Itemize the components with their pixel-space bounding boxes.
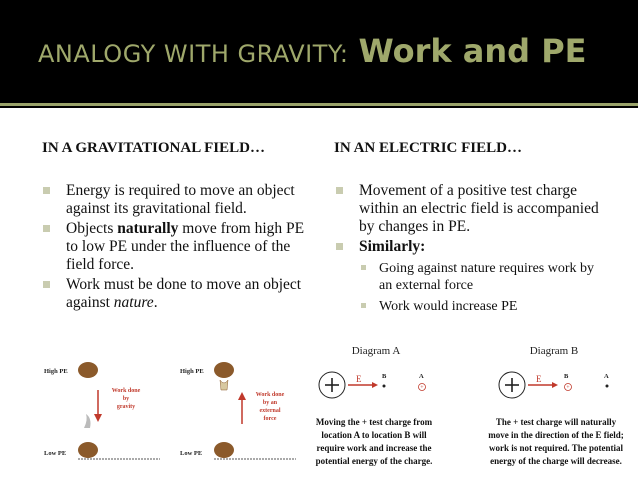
grav-left-bottom-ball: [78, 442, 98, 458]
diagram-b-field-label: E: [536, 374, 542, 384]
diagram-a-point-b: B: [382, 373, 387, 380]
grav-right-top-ball: [214, 362, 234, 378]
left-bullet-1-text: Energy is required to move an object against its gravitational field.: [66, 182, 295, 217]
grav-left-arrow-head: [94, 414, 102, 422]
diagram-a-title: Diagram A: [351, 345, 401, 357]
diagram-a-caption-2: location A to location B will: [321, 430, 427, 440]
grav-left-high-label: High PE: [44, 368, 68, 375]
right-bullet-2: [333, 238, 608, 315]
left-heading: IN A GRAVITATIONAL FIELD…: [42, 140, 265, 156]
right-bullet-list: [333, 182, 608, 319]
left-bullet-2-text-b: move from high PE to low PE under the influence of the field force.: [66, 220, 305, 273]
diagram-a-dot-b: [383, 385, 386, 388]
diagram-a-caption-4: potential energy of the charge.: [315, 456, 433, 466]
right-sub-2: Work would increase PE: [359, 298, 608, 315]
title-bar: [0, 0, 638, 108]
diagram-a-field-arrowhead: [372, 382, 378, 388]
gravity-illustration: [40, 358, 318, 473]
diagram-b-caption-3: work is not required. The potential: [488, 443, 624, 453]
diagram-b-caption-4: energy of the charge will decrease.: [490, 456, 622, 466]
right-sub-1: Going against nature requires work by an external force: [359, 260, 608, 294]
right-bullet-1: [333, 182, 608, 236]
grav-left-label-3: gravity: [116, 404, 136, 410]
diagram-a-test-plus-icon: +: [420, 385, 424, 391]
diagram-b-caption-1: The + test charge will naturally: [495, 417, 617, 427]
diagram-a-caption-1: Moving the + test charge from: [315, 417, 433, 427]
grav-left-low-label: Low PE: [44, 450, 67, 457]
grav-right-bottom-ball: [214, 442, 234, 458]
diagram-b-field-arrowhead: [552, 382, 558, 388]
grav-right-label-3: external: [259, 408, 281, 414]
diagram-b-point-a: A: [604, 373, 609, 380]
grav-right-label-1: Work done: [255, 392, 285, 398]
diagram-b-dot-a: [606, 385, 609, 388]
diagram-b-test-plus-icon: +: [566, 385, 570, 391]
grav-right-high-label: High PE: [180, 368, 204, 375]
grav-right-hand: [220, 380, 228, 390]
grav-left-label-2: by: [122, 396, 130, 402]
left-bullet-2-bold: naturally: [117, 220, 179, 237]
diagram-a-field-label: E: [356, 374, 362, 384]
grav-left-top-ball: [78, 362, 98, 378]
title-main: Work and PE: [358, 32, 587, 70]
diagram-a-point-a: A: [419, 373, 424, 380]
left-bullet-3-text-a: Work must be done to move an object against: [66, 276, 302, 311]
left-bullet-3: [40, 276, 310, 312]
diagram-a-caption-3: require work and increase the: [316, 443, 432, 453]
left-bullet-2-text-a: Objects: [66, 220, 118, 237]
left-bullet-3-text-b: .: [153, 294, 158, 311]
grav-left-label-1: Work done: [111, 388, 141, 394]
grav-right-low-label: Low PE: [180, 450, 203, 457]
right-sub-list: [359, 260, 608, 315]
left-bullet-list: [40, 182, 310, 314]
grav-right-label-4: force: [263, 416, 277, 422]
diagram-b-caption-2: move in the direction of the E field;: [488, 430, 624, 440]
left-bullet-1: [40, 182, 310, 218]
electric-diagrams: [306, 340, 636, 476]
diagram-b-point-b: B: [564, 373, 569, 380]
right-heading: IN AN ELECTRIC FIELD…: [334, 140, 522, 156]
title-prefix: ANALOGY WITH GRAVITY:: [38, 40, 349, 68]
right-bullet-1-text: Movement of a positive test charge within an electric field is accompanied by changes in PE.: [359, 182, 599, 235]
grav-right-arrow-head: [238, 392, 246, 400]
right-bullet-2-text: Similarly:: [359, 238, 426, 255]
left-bullet-2: [40, 220, 310, 274]
left-bullet-3-italic: nature: [113, 294, 154, 311]
slide-title: [38, 32, 587, 70]
grav-left-motion-trail: [84, 414, 91, 428]
grav-right-label-2: by an: [262, 400, 278, 406]
diagram-b-title: Diagram B: [529, 345, 579, 357]
title-underline: [0, 103, 638, 106]
